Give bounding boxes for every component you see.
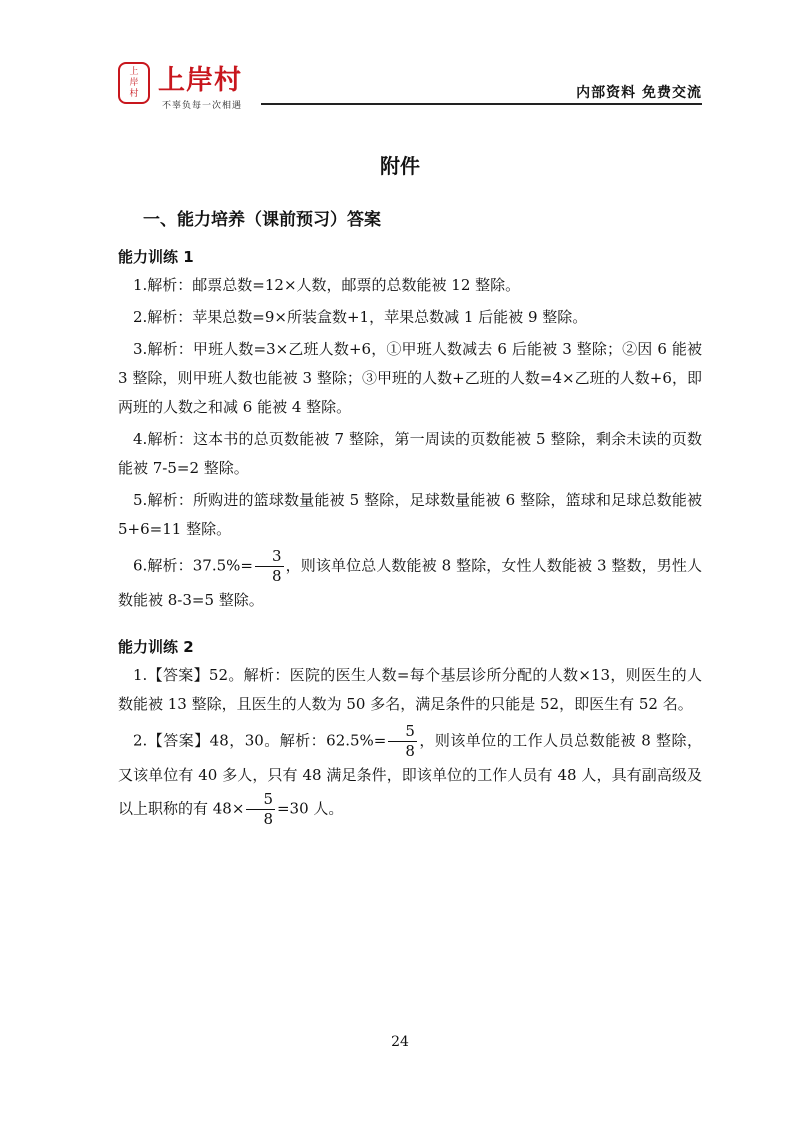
page-header (118, 62, 702, 112)
answer-item-2 (118, 722, 702, 829)
page-title: 附件 (380, 154, 420, 178)
training-1-block (118, 243, 702, 618)
answer-item-6 (118, 547, 702, 615)
answer-item: 5.解析：所购进的篮球数量能被 5 整除，足球数量能被 6 整除，篮球和足球总数能被 5+6=11 整除。 (118, 491, 702, 538)
text-run: ，则该单位的工作人员总数能被 8 整除，又该单位有 40 多人，只有 48 满足条件，即该单位的工作人员有 48 人，具有副高级及以上职称的有 48× (118, 731, 702, 818)
training-2-heading: 能力训练 2 (118, 638, 194, 656)
seal-char: 上 (129, 66, 139, 77)
page-number: 24 (391, 1034, 409, 1050)
answer-item: 1.【答案】52。解析：医院的医生人数=每个基层诊所分配的人数×13，则医生的人数能被 13 整除，且医生的人数为 50 多名，满足条件的只能是 52，即医生有 52 名。 (118, 666, 702, 713)
answer-item: 2.解析：苹果总数=9×所装盒数+1，苹果总数减 1 后能被 9 整除。 (133, 308, 588, 326)
fraction (255, 547, 284, 586)
fraction-numerator: 5 (263, 790, 273, 808)
text-run: 2.【答案】48，30。解析：62.5%= (133, 731, 387, 750)
header-rule (261, 103, 702, 105)
fraction-numerator: 5 (405, 722, 415, 740)
section-title: 一、能力培养（课前预习）答案 (143, 210, 381, 230)
answer-item: 4.解析：这本书的总页数能被 7 整除，第一周读的页数能被 5 整除，剩余未读的页数能被 7-5=2 整除。 (118, 430, 702, 477)
answer-item: 1.解析：邮票总数=12×人数，邮票的总数能被 12 整除。 (133, 276, 521, 294)
fraction-numerator: 3 (271, 547, 282, 565)
fraction-denominator: 8 (388, 741, 417, 761)
fraction-denominator: 8 (255, 566, 284, 586)
brand-slogan: 不辜负每一次相遇 (162, 101, 243, 111)
training-2-block (118, 633, 702, 832)
header-note: 内部资料 免费交流 (576, 85, 702, 101)
text-run: ，则该单位总人数能被 8 整除，女性人数能被 3 整数，男性人数能被 8-3=5 整除。 (118, 556, 702, 609)
text-run: =30 人。 (276, 799, 344, 818)
answer-item: 3.解析：甲班人数=3×乙班人数+6，①甲班人数减去 6 后能被 3 整除；②因 6 能被 3 整除，则甲班人数也能被 3 整除；③甲班的人数+乙班的人数=4×乙班的人数+6，即两班的人数之和减 6 能被 4 整除。 (118, 340, 702, 416)
fraction (246, 790, 275, 829)
logo-seal (118, 62, 150, 104)
fraction-denominator: 8 (246, 809, 275, 829)
training-1-heading: 能力训练 1 (118, 248, 194, 266)
text-run: 6.解析：37.5%= (133, 556, 253, 575)
brand-name: 上岸村 (158, 65, 242, 96)
fraction (388, 722, 417, 761)
seal-char: 村 (129, 88, 139, 99)
seal-char: 岸 (129, 77, 139, 88)
